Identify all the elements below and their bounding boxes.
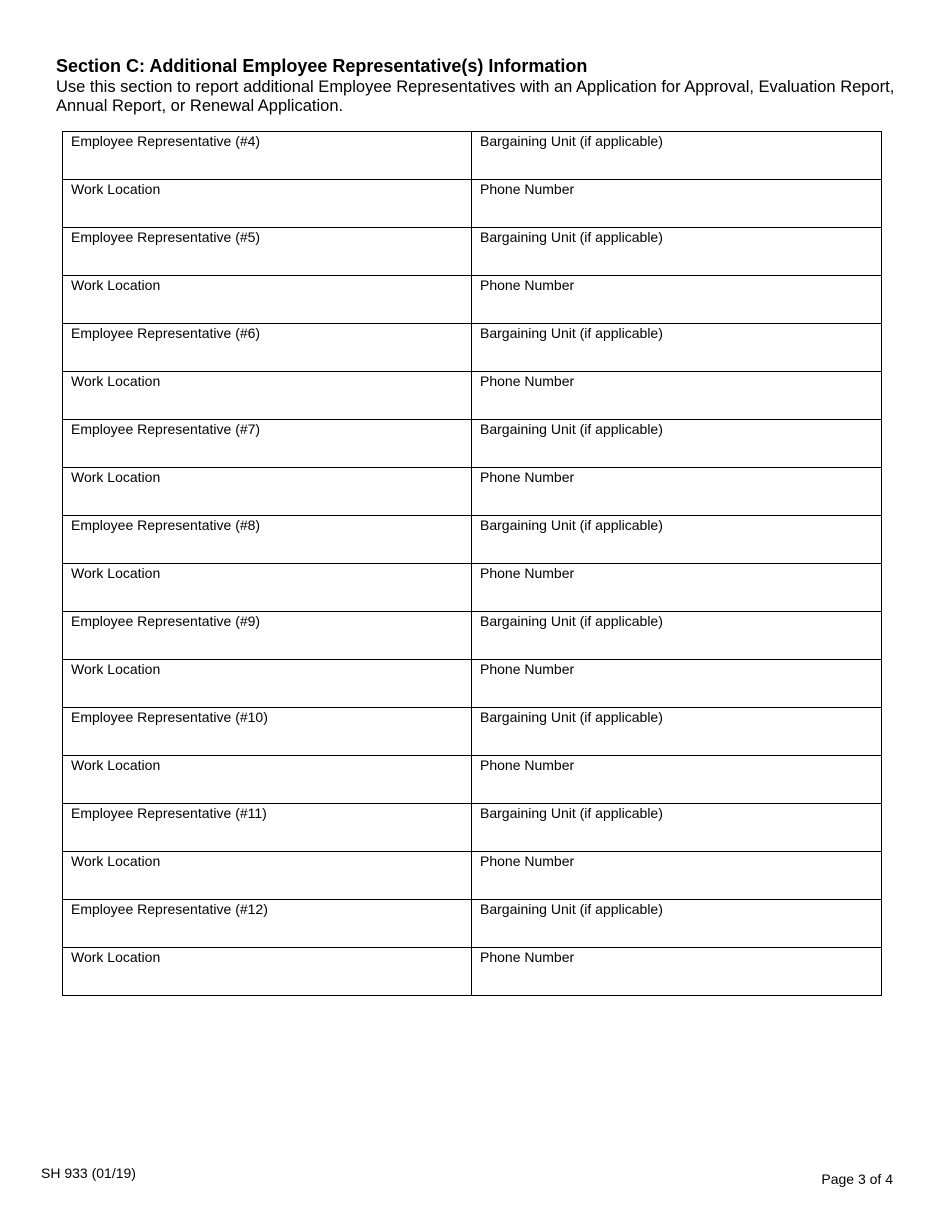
employee-representative-7-input[interactable] [63, 437, 471, 465]
form-row-rep-7 [63, 420, 882, 468]
phone-number-11-input[interactable] [472, 869, 881, 897]
work-location-7-field[interactable] [63, 468, 472, 516]
field-label: Work Location [71, 277, 161, 293]
work-location-5-input[interactable] [63, 293, 471, 321]
form-row-rep-12 [63, 900, 882, 948]
field-label: Employee Representative (#5) [71, 229, 261, 245]
bargaining-unit-11-field[interactable] [472, 804, 882, 852]
employee-representative-12-field[interactable] [63, 900, 472, 948]
field-label: Work Location [71, 565, 161, 581]
bargaining-unit-6-input[interactable] [472, 341, 881, 369]
form-row-rep-10 [63, 708, 882, 756]
bargaining-unit-6-field[interactable] [472, 324, 882, 372]
field-label: Work Location [71, 757, 161, 773]
representatives-form-table [62, 131, 882, 996]
form-row-rep-6 [63, 324, 882, 372]
bargaining-unit-8-input[interactable] [472, 533, 881, 561]
form-code: SH 933 (01/19) [41, 1165, 136, 1181]
field-label: Employee Representative (#11) [71, 805, 267, 821]
bargaining-unit-5-input[interactable] [472, 245, 881, 273]
form-row-location-12 [63, 948, 882, 996]
form-row-rep-8 [63, 516, 882, 564]
form-row-rep-5 [63, 228, 882, 276]
field-label: Bargaining Unit (if applicable) [480, 133, 663, 149]
phone-number-4-input[interactable] [472, 197, 881, 225]
field-label: Work Location [71, 373, 161, 389]
phone-number-8-input[interactable] [472, 581, 881, 609]
field-label: Phone Number [480, 565, 575, 581]
bargaining-unit-4-field[interactable] [472, 132, 882, 180]
bargaining-unit-7-field[interactable] [472, 420, 882, 468]
form-row-location-5 [63, 276, 882, 324]
field-label: Work Location [71, 853, 161, 869]
work-location-10-field[interactable] [63, 756, 472, 804]
bargaining-unit-11-input[interactable] [472, 821, 881, 849]
employee-representative-10-field[interactable] [63, 708, 472, 756]
bargaining-unit-10-field[interactable] [472, 708, 882, 756]
bargaining-unit-8-field[interactable] [472, 516, 882, 564]
employee-representative-10-input[interactable] [63, 725, 471, 753]
form-row-location-4 [63, 180, 882, 228]
field-label: Bargaining Unit (if applicable) [480, 229, 663, 245]
phone-number-7-input[interactable] [472, 485, 881, 513]
bargaining-unit-7-input[interactable] [472, 437, 881, 465]
page-number: Page 3 of 4 [821, 1171, 893, 1187]
field-label: Phone Number [480, 373, 575, 389]
form-row-location-7 [63, 468, 882, 516]
employee-representative-6-input[interactable] [63, 341, 471, 369]
work-location-11-field[interactable] [63, 852, 472, 900]
phone-number-10-input[interactable] [472, 773, 881, 801]
work-location-6-field[interactable] [63, 372, 472, 420]
form-row-location-8 [63, 564, 882, 612]
phone-number-12-input[interactable] [472, 965, 881, 993]
form-row-rep-9 [63, 612, 882, 660]
phone-number-6-input[interactable] [472, 389, 881, 417]
phone-number-11-field[interactable] [472, 852, 882, 900]
employee-representative-9-field[interactable] [63, 612, 472, 660]
employee-representative-6-field[interactable] [63, 324, 472, 372]
phone-number-10-field[interactable] [472, 756, 882, 804]
field-label: Bargaining Unit (if applicable) [480, 805, 663, 821]
phone-number-6-field[interactable] [472, 372, 882, 420]
work-location-12-input[interactable] [63, 965, 471, 993]
bargaining-unit-9-input[interactable] [472, 629, 881, 657]
employee-representative-8-input[interactable] [63, 533, 471, 561]
field-label: Phone Number [480, 277, 575, 293]
field-label: Work Location [71, 469, 161, 485]
field-label: Employee Representative (#6) [71, 325, 261, 341]
bargaining-unit-9-field[interactable] [472, 612, 882, 660]
phone-number-4-field[interactable] [472, 180, 882, 228]
work-location-6-input[interactable] [63, 389, 471, 417]
field-label: Phone Number [480, 469, 575, 485]
form-row-location-9 [63, 660, 882, 708]
field-label: Bargaining Unit (if applicable) [480, 325, 663, 341]
field-label: Bargaining Unit (if applicable) [480, 613, 663, 629]
employee-representative-11-input[interactable] [63, 821, 471, 849]
employee-representative-11-field[interactable] [63, 804, 472, 852]
work-location-8-input[interactable] [63, 581, 471, 609]
work-location-9-input[interactable] [63, 677, 471, 705]
section-title: Section C: Additional Employee Representative(s) Information [56, 56, 588, 76]
phone-number-12-field[interactable] [472, 948, 882, 996]
field-label: Employee Representative (#10) [71, 709, 268, 725]
work-location-5-field[interactable] [63, 276, 472, 324]
field-label: Work Location [71, 949, 161, 965]
employee-representative-5-field[interactable] [63, 228, 472, 276]
work-location-9-field[interactable] [63, 660, 472, 708]
field-label: Phone Number [480, 757, 575, 773]
work-location-8-field[interactable] [63, 564, 472, 612]
phone-number-7-field[interactable] [472, 468, 882, 516]
work-location-12-field[interactable] [63, 948, 472, 996]
field-label: Employee Representative (#8) [71, 517, 261, 533]
employee-representative-4-field[interactable] [63, 132, 472, 180]
phone-number-5-field[interactable] [472, 276, 882, 324]
employee-representative-12-input[interactable] [63, 917, 471, 945]
bargaining-unit-10-input[interactable] [472, 725, 881, 753]
field-label: Phone Number [480, 661, 575, 677]
field-label: Work Location [71, 661, 161, 677]
field-label: Employee Representative (#7) [71, 421, 261, 437]
employee-representative-5-input[interactable] [63, 245, 471, 273]
phone-number-5-input[interactable] [472, 293, 881, 321]
employee-representative-9-input[interactable] [63, 629, 471, 657]
employee-representative-4-input[interactable] [63, 149, 471, 177]
employee-representative-7-field[interactable] [63, 420, 472, 468]
employee-representative-8-field[interactable] [63, 516, 472, 564]
field-label: Phone Number [480, 181, 575, 197]
field-label: Bargaining Unit (if applicable) [480, 517, 663, 533]
field-label: Bargaining Unit (if applicable) [480, 901, 663, 917]
form-row-location-10 [63, 756, 882, 804]
bargaining-unit-12-field[interactable] [472, 900, 882, 948]
section-description: Use this section to report additional Employee Representatives with an Application for Approval, Evaluation Report, Annual Report, or Renewal Application. [56, 78, 895, 115]
phone-number-9-input[interactable] [472, 677, 881, 705]
phone-number-9-field[interactable] [472, 660, 882, 708]
field-label: Phone Number [480, 949, 575, 965]
field-label: Employee Representative (#9) [71, 613, 261, 629]
field-label: Employee Representative (#12) [71, 901, 268, 917]
work-location-4-field[interactable] [63, 180, 472, 228]
bargaining-unit-4-input[interactable] [472, 149, 881, 177]
form-row-rep-4 [63, 132, 882, 180]
form-row-rep-11 [63, 804, 882, 852]
work-location-11-input[interactable] [63, 869, 471, 897]
field-label: Work Location [71, 181, 161, 197]
field-label: Employee Representative (#4) [71, 133, 261, 149]
work-location-10-input[interactable] [63, 773, 471, 801]
form-row-location-6 [63, 372, 882, 420]
bargaining-unit-12-input[interactable] [472, 917, 881, 945]
field-label: Bargaining Unit (if applicable) [480, 709, 663, 725]
phone-number-8-field[interactable] [472, 564, 882, 612]
bargaining-unit-5-field[interactable] [472, 228, 882, 276]
field-label: Phone Number [480, 853, 575, 869]
work-location-4-input[interactable] [63, 197, 471, 225]
form-row-location-11 [63, 852, 882, 900]
field-label: Bargaining Unit (if applicable) [480, 421, 663, 437]
work-location-7-input[interactable] [63, 485, 471, 513]
